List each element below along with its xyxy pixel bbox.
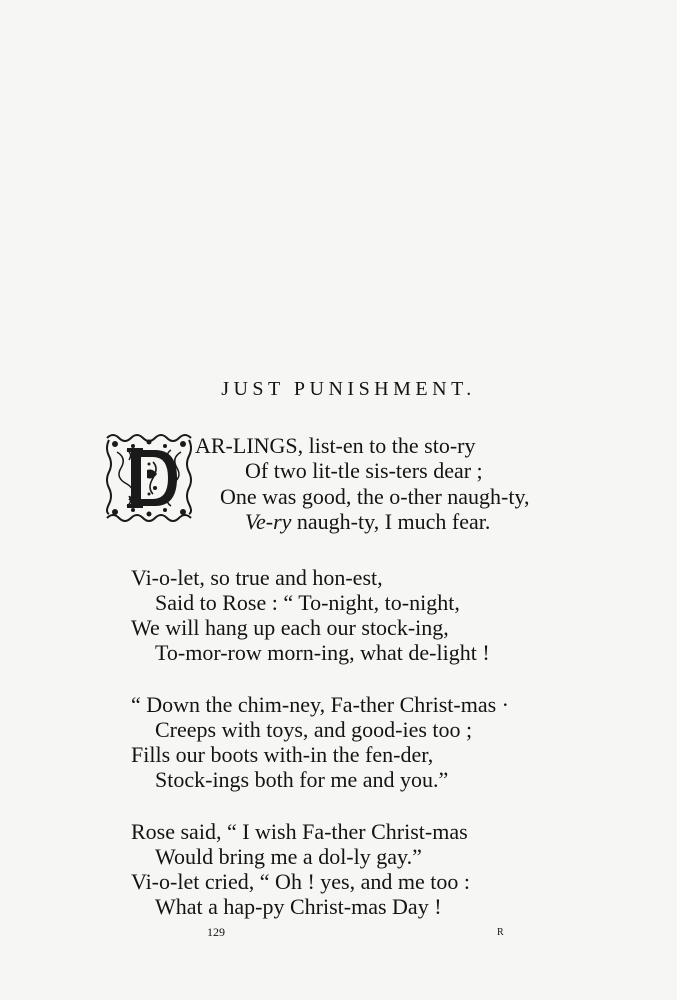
poem-title: JUST PUNISHMENT. xyxy=(221,378,476,400)
stanza1-line2: Of two lit-tle sis-ters dear ; xyxy=(245,458,483,483)
stanza3-line2: Creeps with toys, and good-ies too ; xyxy=(155,717,473,742)
page-number: 129 xyxy=(207,925,225,939)
stanza4-line4: What a hap-py Christ-mas Day ! xyxy=(155,894,442,919)
stanza4-line2: Would bring me a dol-ly gay.” xyxy=(155,844,422,869)
stanza1-line4-italic: Ve-ry xyxy=(245,509,292,534)
signature-mark: R xyxy=(497,927,504,938)
stanza3-line1: “ Down the chim-ney, Fa-ther Christ-mas · xyxy=(131,692,509,717)
stanza4-line3: Vi-o-let cried, “ Oh ! yes, and me too : xyxy=(131,869,470,894)
stanza1-line4-rest: naugh-ty, I much fear. xyxy=(296,509,491,534)
stanza2-line3: We will hang up each our stock-ing, xyxy=(131,615,449,640)
stanza4-line1: Rose said, “ I wish Fa-ther Christ-mas xyxy=(131,819,468,844)
ornamental-dropcap-d xyxy=(103,430,195,526)
stanza1-line3: One was good, the o-ther naugh-ty, xyxy=(220,484,530,509)
stanza2-line1: Vi-o-let, so true and hon-est, xyxy=(131,565,383,590)
stanza1-line1 xyxy=(195,434,475,458)
stanza2-line4: To-mor-row morn-ing, what de-light ! xyxy=(155,640,490,665)
stanza1-line1-text: AR-LINGS, list-en to the sto-ry xyxy=(195,433,476,458)
stanza3-line4: Stock-ings both for me and you.” xyxy=(155,767,449,792)
stanza2-line2: Said to Rose : “ To-night, to-night, xyxy=(155,590,460,615)
stanza3-line3: Fills our boots with-in the fen-der, xyxy=(131,742,434,767)
stanza1-line4 xyxy=(245,510,490,534)
